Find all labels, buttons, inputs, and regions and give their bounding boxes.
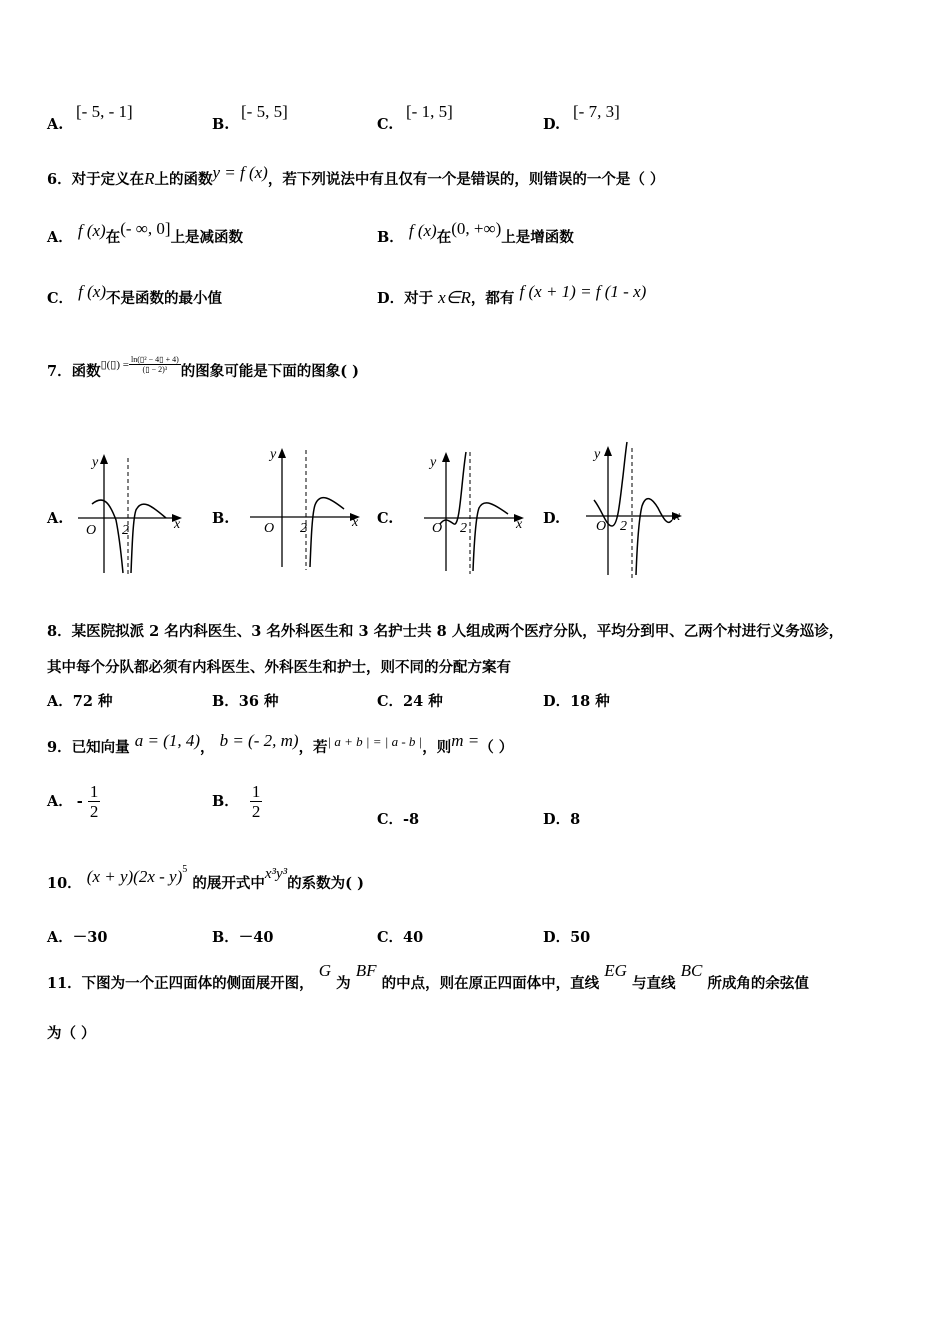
graph-a-origin: O xyxy=(86,523,97,538)
q10-term: x³y³ xyxy=(264,866,288,882)
graph-a-y-label: y xyxy=(92,455,99,470)
q5-option-c-label: C. xyxy=(377,116,394,133)
q5-option-b-label: B. xyxy=(212,116,230,133)
q6-stem: 6．对于定义在R上的函数y = f (x)，若下列说法中有且仅有一个是错误的，则错误的一个是（ ） xyxy=(47,163,665,188)
q10-stem: 10． (x + y)(2x - y)$^5$ 的展开式中x³y³的系数为( ) xyxy=(47,863,364,892)
graph-b xyxy=(240,442,365,572)
q5-option-a-math: [- 5, - 1] xyxy=(76,102,133,121)
graph-c-x-label: x xyxy=(516,517,523,532)
graph-a xyxy=(70,448,185,578)
graph-d-tick: 2 xyxy=(620,519,627,534)
graph-b-x-label: x xyxy=(352,515,359,530)
q6-R: R xyxy=(144,169,155,188)
graph-b-tick: 2 xyxy=(300,521,307,536)
q6-option-c: C． f (x)不是函数的最小值 xyxy=(47,282,222,307)
q9-vector-b: b = (- 2, m) xyxy=(219,731,299,750)
q6-option-a: A． f (x)在(- ∞, 0]上是减函数 xyxy=(47,219,244,246)
graph-c xyxy=(420,446,535,576)
q6-function: y = f (x) xyxy=(212,163,268,182)
q7-stem: 7．函数▯(▯) = $\frac{\text{ln(▯² − 4▯ + 4)}}{\text{(▯ − 2)³}}$ 的图象可能是下面的图象( ) xyxy=(47,354,360,380)
q5-option-b-math: [- 5, 5] xyxy=(241,102,288,121)
q10-option-c: C．40 xyxy=(377,929,424,946)
q9-option-b: B． $\frac{1}{2}$ xyxy=(212,782,261,821)
q8-line2: 其中每个分队都必须有内科医生、外科医生和护士，则不同的分配方案有 xyxy=(47,659,511,676)
q5-option-c-math: [- 1, 5] xyxy=(406,102,453,121)
q11-stem: 11．下图为一个正四面体的侧面展开图， G 为 BF 的中点，则在原正四面体中，直线 EG 与直线 BC 所成角的余弦值 xyxy=(47,961,809,992)
graph-d-y-label: y xyxy=(594,447,601,462)
q8-option-c: C．24 种 xyxy=(377,693,443,710)
q9-condition: | a + b | = | a - b | xyxy=(327,734,423,749)
graph-d-origin: O xyxy=(596,519,607,534)
q11-line2: 为（ ） xyxy=(47,1025,96,1042)
graph-d-x-label: x xyxy=(674,509,681,524)
graph-c-y-label: y xyxy=(430,455,437,470)
q7-graph-c-label: C. xyxy=(377,510,394,527)
q7-formula: ▯(▯) = $\frac{\text{ln(▯² − 4▯ + 4)}}{\text{(▯ − 2)³}}$ xyxy=(100,354,179,374)
q5-option-d-label: D. xyxy=(543,116,561,133)
graph-a-x-label: x xyxy=(174,517,181,532)
q9-option-a: A． - $\frac{1}{2}$ xyxy=(47,782,99,821)
q6-option-b: B． f (x)在(0, +∞)上是增函数 xyxy=(377,219,574,246)
q7-graph-b-label: B. xyxy=(212,510,230,527)
q8-option-d: D．18 种 xyxy=(543,693,610,710)
graph-d xyxy=(580,440,690,580)
q7-graph-d-label: D. xyxy=(543,510,561,527)
q10-option-d: D．50 xyxy=(543,929,591,946)
q5-option-a-label: A. xyxy=(47,116,64,133)
q10-option-a: A．－30 xyxy=(47,929,108,946)
q6-option-d: D．对于 x∈R，都有 f (x + 1) = f (1 - x) xyxy=(377,282,647,307)
q5-option-d-math: [- 7, 3] xyxy=(573,102,620,121)
q8-option-a: A．72 种 xyxy=(47,693,113,710)
graph-a-tick: 2 xyxy=(122,523,129,538)
q8-line1: 8．某医院拟派 2 名内科医生、3 名外科医生和 3 名护士共 8 人组成两个医疗分队，平均分到甲、乙两个村进行义务巡诊， xyxy=(47,623,844,640)
graph-b-origin: O xyxy=(264,521,275,536)
q9-option-c: C．-8 xyxy=(377,811,420,828)
q9-option-d: D．8 xyxy=(543,811,581,828)
graph-c-tick: 2 xyxy=(460,521,467,536)
q9-vector-a: a = (1, 4) xyxy=(134,731,200,750)
q10-expression: (x + y)(2x - y) xyxy=(86,867,183,886)
q7-graph-a-label: A. xyxy=(47,510,64,527)
graph-c-origin: O xyxy=(432,521,443,536)
graph-b-y-label: y xyxy=(270,447,277,462)
q8-option-b: B．36 种 xyxy=(212,693,279,710)
q9-stem: 9．已知向量 a = (1, 4)， b = (- 2, m)，若$^{| a + b | = | a - b |}$，则m =（ ） xyxy=(47,731,514,756)
q10-option-b: B．－40 xyxy=(212,929,274,946)
